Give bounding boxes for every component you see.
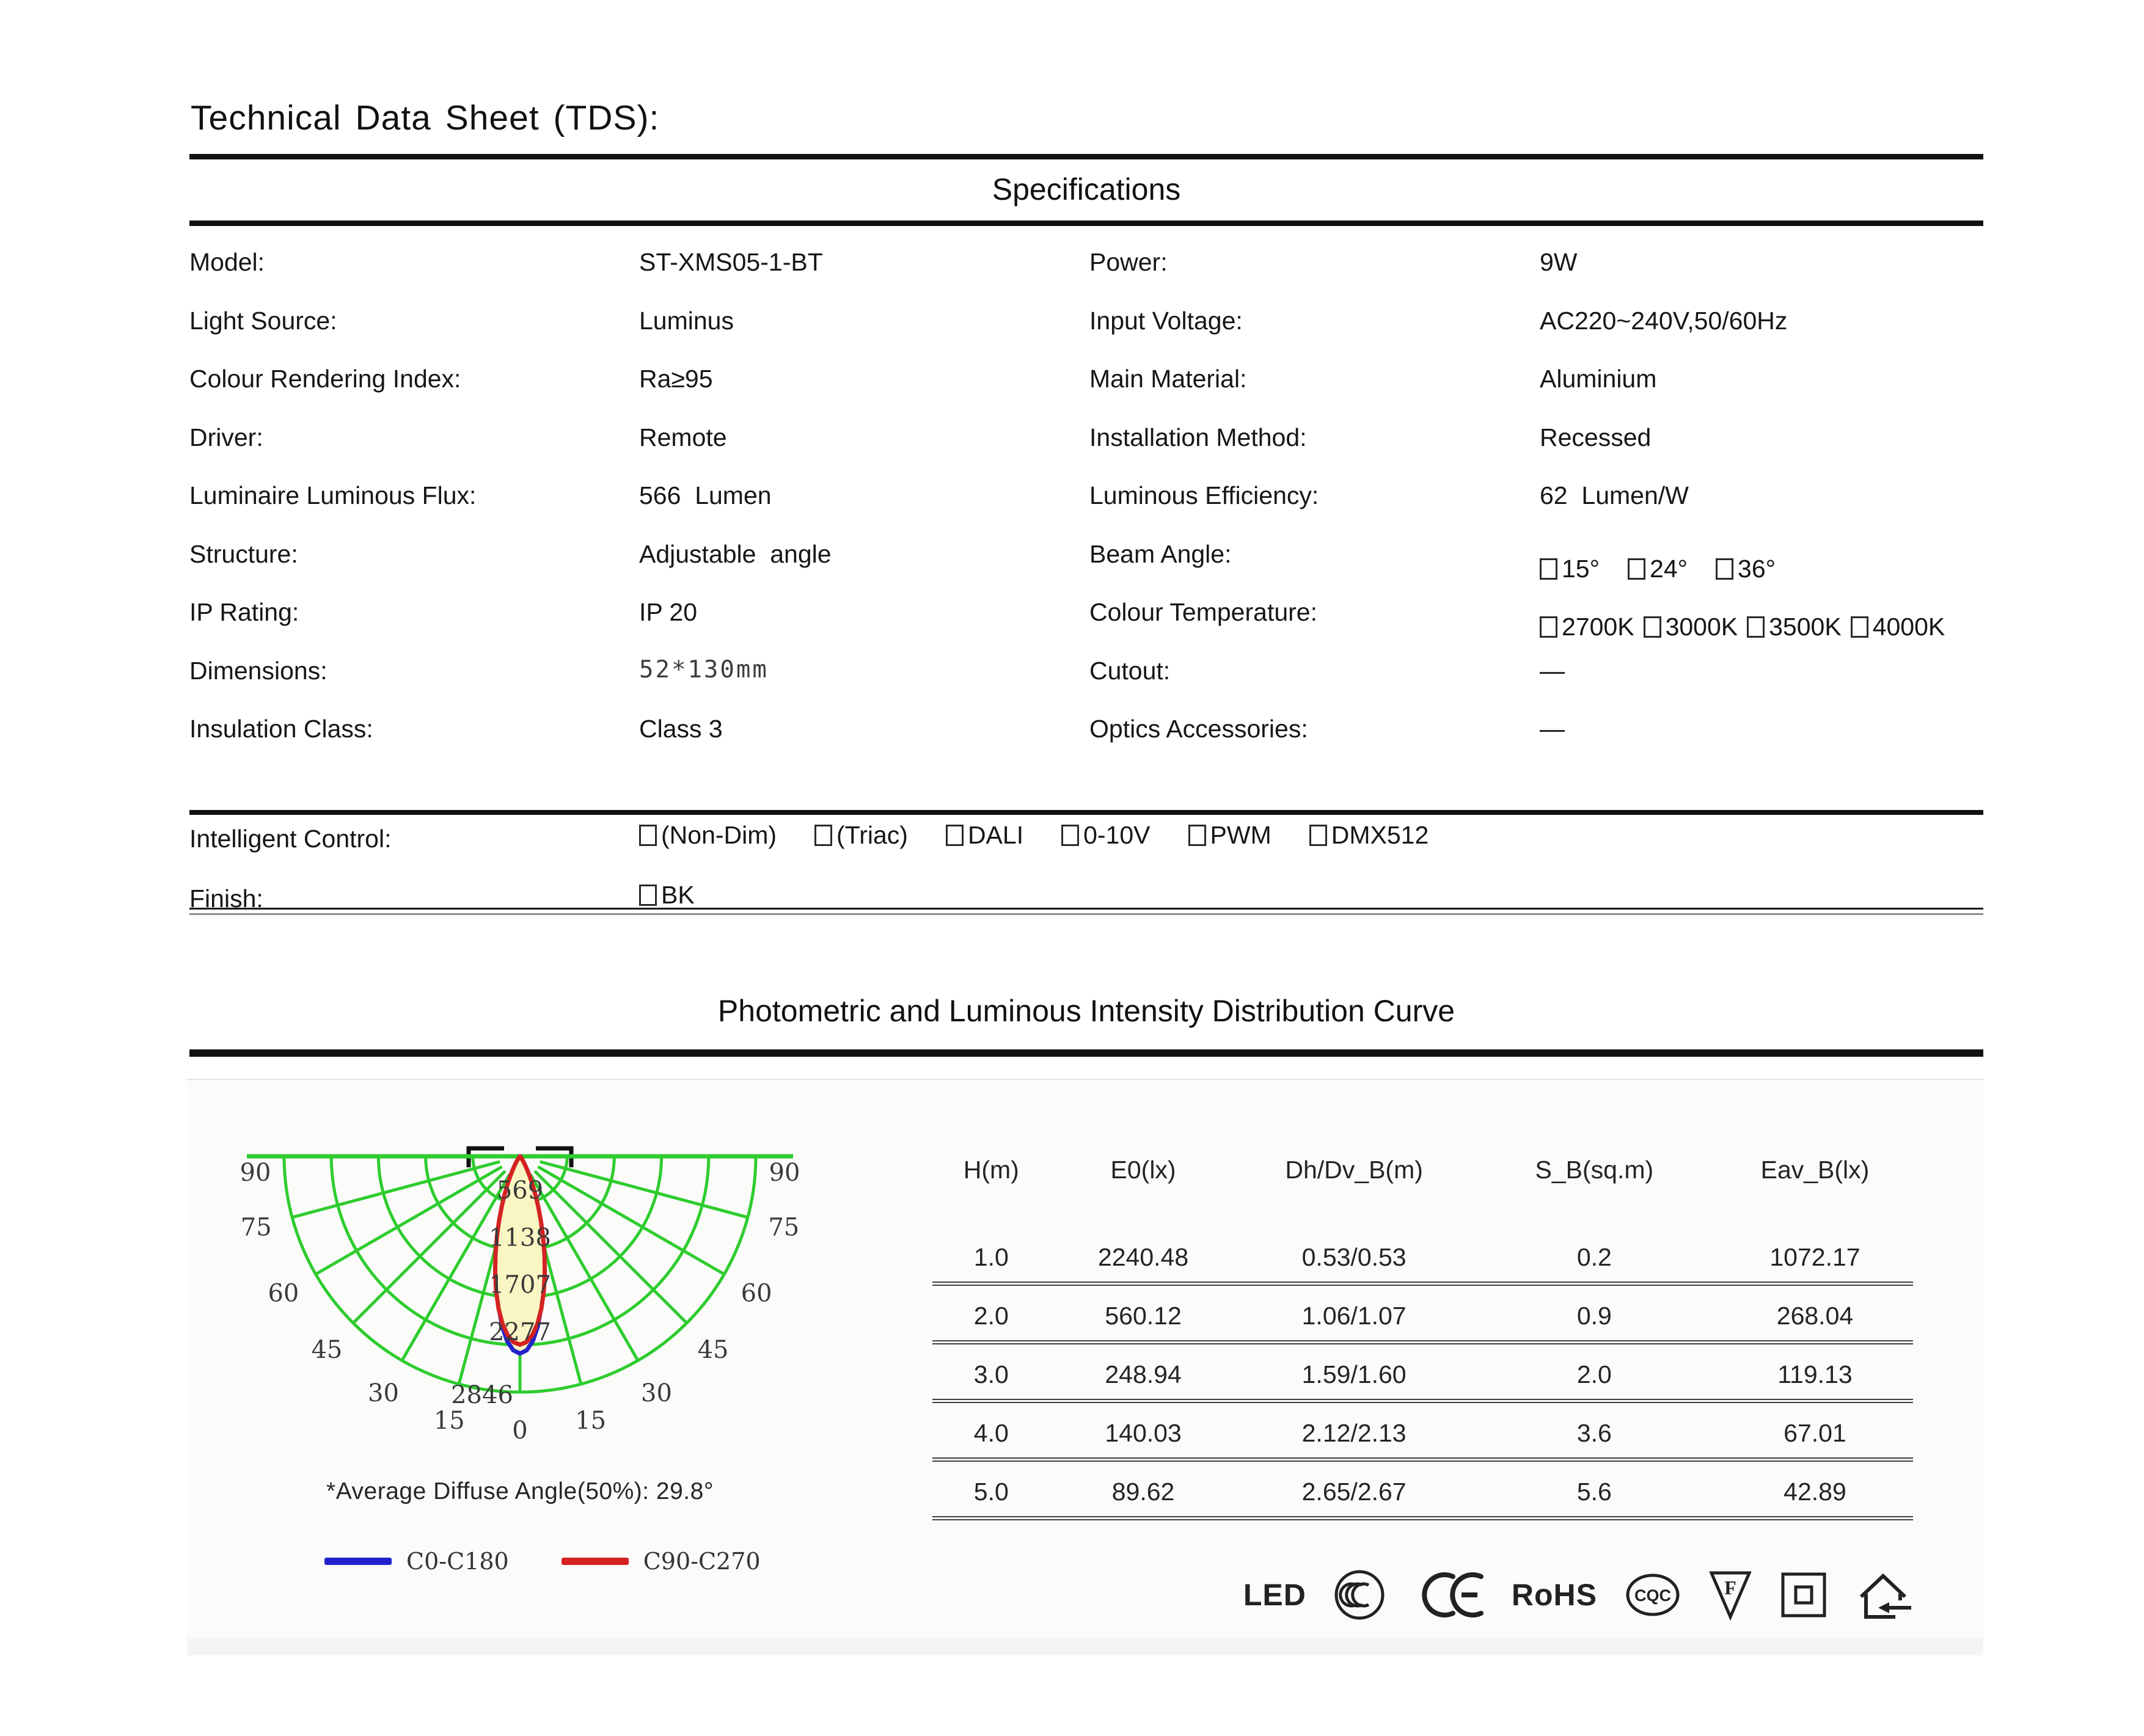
spec-label: Input Voltage: bbox=[1089, 306, 1243, 335]
chart-tick-label: 15 bbox=[433, 1406, 465, 1435]
checkbox[interactable] bbox=[1644, 616, 1661, 638]
checkbox[interactable] bbox=[639, 884, 657, 906]
legend-item bbox=[562, 1548, 761, 1575]
checkbox-label: DALI bbox=[967, 821, 1024, 849]
spec-value: Aluminium bbox=[1540, 365, 1657, 393]
spec-label: Model: bbox=[189, 248, 265, 276]
checkbox-option bbox=[1188, 821, 1271, 850]
divider-under-photometric-heading bbox=[189, 1049, 1983, 1057]
checkbox[interactable] bbox=[1716, 558, 1733, 580]
table-cell: 119.13 bbox=[1777, 1360, 1853, 1388]
spec-value: Recessed bbox=[1540, 423, 1652, 451]
divider-under-specifications bbox=[189, 221, 1983, 226]
table-cell: 248.94 bbox=[1105, 1360, 1182, 1388]
table-cell: 1.0 bbox=[973, 1243, 1009, 1271]
chart-tick-label: 569 bbox=[496, 1176, 544, 1205]
certification-icons bbox=[1243, 1569, 1912, 1621]
table-header-cell: H(m) bbox=[963, 1156, 1019, 1184]
table-cell: 3.0 bbox=[973, 1360, 1009, 1388]
checkbox-label: 4000K bbox=[1872, 613, 1945, 641]
checkbox-label: 0-10V bbox=[1083, 821, 1151, 849]
table-cell: 2.12/2.13 bbox=[1301, 1419, 1407, 1447]
intelligent-control-label: Intelligent Control: bbox=[189, 825, 392, 853]
spec-label: Power: bbox=[1089, 248, 1168, 276]
chart-tick-label: 90 bbox=[240, 1159, 271, 1187]
specifications-heading: Specifications bbox=[992, 172, 1181, 206]
table-cell: 2.65/2.67 bbox=[1301, 1478, 1407, 1506]
checkbox[interactable] bbox=[1628, 558, 1645, 580]
spec-label: Driver: bbox=[189, 423, 263, 451]
checkbox-option bbox=[946, 821, 1023, 850]
table-cell: 5.0 bbox=[973, 1478, 1009, 1506]
checkbox-option bbox=[1851, 613, 1945, 641]
table-cell: 2240.48 bbox=[1097, 1243, 1189, 1271]
checkbox-label: 3500K bbox=[1769, 613, 1842, 641]
divider-below-controls bbox=[189, 908, 1983, 915]
spec-value: AC220~240V,50/60Hz bbox=[1540, 306, 1788, 335]
spec-label: IP Rating: bbox=[189, 598, 299, 626]
checkbox-option bbox=[1540, 555, 1600, 583]
checkbox[interactable] bbox=[1540, 616, 1557, 638]
checkbox[interactable] bbox=[1309, 825, 1327, 846]
table-row bbox=[932, 1344, 1913, 1403]
chart-tick-label: 45 bbox=[311, 1336, 343, 1365]
table-header-cell: Eav_B(lx) bbox=[1760, 1156, 1870, 1184]
spec-label: Luminous Efficiency: bbox=[1089, 481, 1319, 509]
table-header-cell: S_B(sq.m) bbox=[1535, 1156, 1654, 1184]
checkbox-label: BK bbox=[661, 881, 695, 909]
f-triangle-icon bbox=[1708, 1569, 1752, 1621]
ccc-icon bbox=[1333, 1569, 1386, 1621]
spec-value: — bbox=[1540, 715, 1565, 743]
divider-under-title bbox=[189, 154, 1983, 159]
checkbox[interactable] bbox=[1851, 616, 1868, 638]
spec-value: 62 Lumen/W bbox=[1540, 481, 1689, 509]
checkbox-label: 36° bbox=[1738, 554, 1776, 583]
spec-value: 52*130mm bbox=[639, 655, 769, 684]
intelligent-control-options bbox=[639, 821, 1429, 850]
spec-value: ST-XMS05-1-BT bbox=[639, 248, 823, 276]
cqc-icon bbox=[1624, 1572, 1681, 1618]
spec-checkbox-group bbox=[1540, 540, 2016, 599]
checkbox-option bbox=[1061, 821, 1150, 850]
table-row bbox=[932, 1286, 1913, 1344]
rohs-icon: RoHS bbox=[1511, 1578, 1597, 1612]
table-row bbox=[932, 1227, 1913, 1286]
divider-above-controls bbox=[189, 810, 1983, 815]
polar-distribution-chart bbox=[227, 1098, 813, 1501]
spec-checkbox-group bbox=[1540, 598, 2016, 657]
photometric-panel bbox=[187, 1079, 1983, 1655]
table-cell: 2.0 bbox=[1576, 1360, 1612, 1388]
legend-item bbox=[324, 1548, 509, 1575]
photometric-table-header bbox=[932, 1146, 1913, 1185]
specifications-grid bbox=[189, 248, 2016, 773]
table-cell: 1072.17 bbox=[1769, 1243, 1860, 1271]
checkbox-label: (Triac) bbox=[836, 821, 908, 849]
spec-label: Main Material: bbox=[1089, 365, 1247, 393]
table-cell: 67.01 bbox=[1784, 1419, 1846, 1447]
legend-swatch bbox=[562, 1558, 629, 1565]
table-cell: 1.59/1.60 bbox=[1301, 1360, 1407, 1388]
chart-tick-label: 45 bbox=[697, 1336, 729, 1365]
table-cell: 0.2 bbox=[1576, 1243, 1612, 1271]
spec-label: Colour Temperature: bbox=[1089, 598, 1317, 626]
spec-label: Dimensions: bbox=[189, 656, 327, 685]
table-cell: 268.04 bbox=[1776, 1302, 1854, 1330]
page-title: Technical Data Sheet (TDS): bbox=[191, 98, 660, 137]
checkbox-label: 3000K bbox=[1665, 613, 1738, 641]
photometric-table-body bbox=[932, 1227, 1913, 1520]
checkbox[interactable] bbox=[1061, 825, 1079, 846]
ce-icon bbox=[1413, 1569, 1485, 1621]
svg-text:F: F bbox=[1724, 1577, 1736, 1599]
spec-label: Structure: bbox=[189, 539, 298, 568]
spec-value: — bbox=[1540, 656, 1565, 685]
led-icon: LED bbox=[1243, 1578, 1306, 1612]
spec-value: Luminus bbox=[639, 306, 734, 335]
spec-value: IP 20 bbox=[639, 598, 697, 626]
table-header-cell: Dh/Dv_B(m) bbox=[1285, 1156, 1423, 1184]
checkbox-option bbox=[814, 821, 908, 850]
table-cell: 1.06/1.07 bbox=[1301, 1302, 1407, 1330]
spec-label: Cutout: bbox=[1089, 656, 1171, 685]
spec-label: Optics Accessories: bbox=[1089, 715, 1308, 743]
checkbox-option bbox=[1644, 613, 1738, 641]
photometric-heading: Photometric and Luminous Intensity Distribution Curve bbox=[717, 994, 1455, 1028]
checkbox-label: 15° bbox=[1562, 554, 1600, 583]
checkbox-label: (Non-Dim) bbox=[661, 821, 777, 849]
legend-label: C90-C270 bbox=[643, 1548, 761, 1575]
chart-tick-label: 2277 bbox=[489, 1318, 551, 1346]
chart-tick-label: 60 bbox=[741, 1279, 772, 1308]
chart-tick-label: 1138 bbox=[489, 1224, 551, 1252]
table-header-cell: E0(lx) bbox=[1110, 1156, 1176, 1184]
checkbox-option bbox=[1747, 613, 1842, 641]
polar-chart bbox=[227, 1098, 813, 1501]
chart-tick-label: 30 bbox=[368, 1379, 399, 1408]
polar-legend bbox=[324, 1548, 761, 1575]
checkbox-option bbox=[1309, 821, 1429, 850]
table-cell: 3.6 bbox=[1576, 1419, 1612, 1447]
chart-tick-label: 75 bbox=[768, 1213, 800, 1242]
checkbox[interactable] bbox=[814, 825, 832, 846]
checkbox[interactable] bbox=[639, 825, 657, 846]
chart-tick-label: 90 bbox=[769, 1159, 800, 1187]
spec-value: Class 3 bbox=[639, 715, 723, 743]
chart-tick-label: 15 bbox=[575, 1406, 607, 1435]
table-cell: 140.03 bbox=[1105, 1419, 1182, 1447]
chart-tick-label: 75 bbox=[240, 1213, 272, 1242]
checkbox[interactable] bbox=[1188, 825, 1206, 846]
diffuse-angle-caption: *Average Diffuse Angle(50%): 29.8° bbox=[326, 1478, 714, 1504]
spec-label: Luminaire Luminous Flux: bbox=[189, 481, 477, 509]
spec-label: Beam Angle: bbox=[1089, 539, 1232, 568]
checkbox-label: PWM bbox=[1210, 821, 1271, 849]
spec-value: Ra≥95 bbox=[639, 365, 713, 393]
spec-label: Colour Rendering Index: bbox=[189, 365, 461, 393]
finish-label: Finish: bbox=[189, 884, 263, 913]
indoor-use-icon bbox=[1855, 1569, 1912, 1621]
checkbox-option bbox=[1540, 613, 1634, 641]
spec-value: 9W bbox=[1540, 248, 1578, 276]
checkbox[interactable] bbox=[1540, 558, 1557, 580]
chart-tick-label: 30 bbox=[641, 1379, 672, 1408]
table-cell: 4.0 bbox=[973, 1419, 1009, 1447]
table-cell: 5.6 bbox=[1576, 1478, 1612, 1506]
checkbox-label: 2700K bbox=[1562, 613, 1634, 641]
svg-text:CQC: CQC bbox=[1634, 1586, 1671, 1605]
legend-label: C0-C180 bbox=[406, 1548, 509, 1575]
spec-value: 566 Lumen bbox=[639, 481, 772, 509]
spec-label: Insulation Class: bbox=[189, 715, 373, 743]
table-cell: 89.62 bbox=[1111, 1478, 1175, 1506]
table-cell: 0.53/0.53 bbox=[1301, 1243, 1407, 1271]
checkbox[interactable] bbox=[946, 825, 964, 846]
chart-tick-label: 1707 bbox=[489, 1271, 551, 1299]
table-cell: 0.9 bbox=[1576, 1302, 1612, 1330]
photometric-table bbox=[932, 1146, 1913, 1520]
legend-swatch bbox=[324, 1558, 392, 1565]
checkbox-option bbox=[639, 821, 777, 850]
chart-tick-label: 60 bbox=[268, 1279, 299, 1308]
chart-tick-label: 2846 bbox=[451, 1381, 513, 1409]
table-row bbox=[932, 1462, 1913, 1520]
class-2-icon bbox=[1779, 1570, 1828, 1619]
spec-value: Remote bbox=[639, 423, 727, 451]
checkbox-option bbox=[639, 881, 695, 910]
table-row bbox=[932, 1403, 1913, 1462]
checkbox-label: DMX512 bbox=[1331, 821, 1429, 849]
chart-tick-label: 0 bbox=[512, 1417, 528, 1445]
checkbox-option bbox=[1628, 555, 1688, 583]
checkbox-option bbox=[1716, 555, 1776, 583]
checkbox[interactable] bbox=[1747, 616, 1765, 638]
finish-options bbox=[639, 881, 695, 910]
table-cell: 42.89 bbox=[1784, 1478, 1846, 1506]
spec-label: Installation Method: bbox=[1089, 423, 1307, 451]
spec-label: Light Source: bbox=[189, 306, 337, 335]
checkbox-label: 24° bbox=[1650, 554, 1688, 583]
table-cell: 560.12 bbox=[1105, 1302, 1182, 1330]
spec-value: Adjustable angle bbox=[639, 539, 832, 568]
table-cell: 2.0 bbox=[973, 1302, 1009, 1330]
